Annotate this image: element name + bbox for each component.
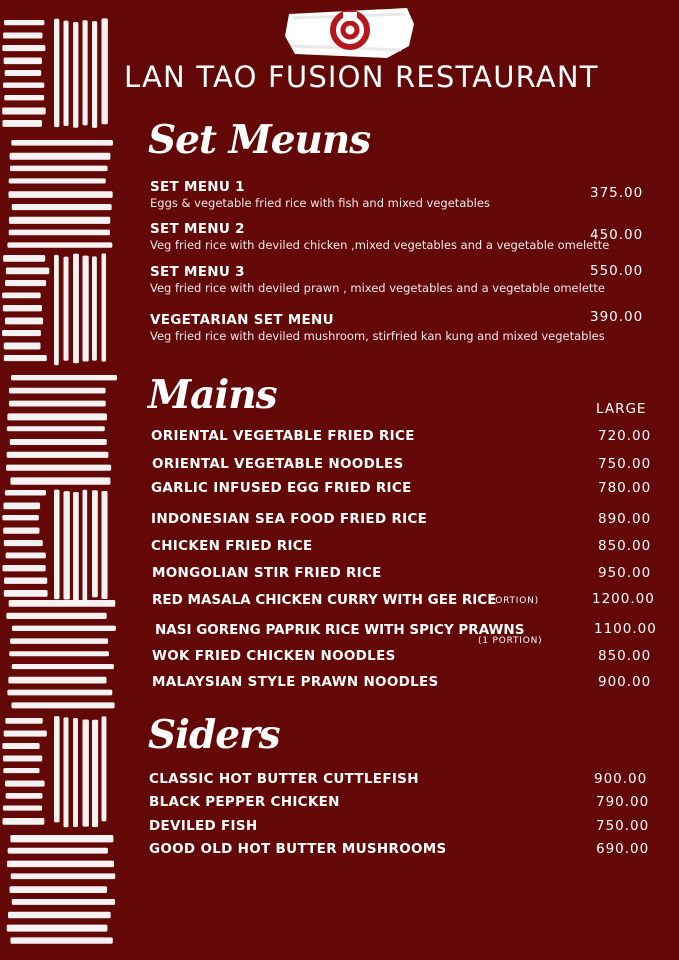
menu-item-name: ORIENTAL VEGETABLE FRIED RICE (151, 428, 415, 444)
menu-item-price: 750.00 (596, 818, 650, 834)
portion-note: (1 PORTION) (478, 636, 543, 646)
spiral-logo-icon (283, 2, 417, 60)
menu-item-name: CHICKEN FRIED RICE (151, 538, 313, 554)
menu-item-name: VEGETARIAN SET MENU (150, 312, 334, 328)
decorative-border (0, 0, 118, 960)
size-label: LARGE (596, 401, 647, 417)
menu-item-price: 720.00 (598, 428, 652, 444)
restaurant-title: LAN TAO FUSION RESTAURANT (124, 60, 599, 94)
menu-item-name: RED MASALA CHICKEN CURRY WITH GEE RICE (152, 592, 497, 608)
menu-item-name: SET MENU 3 (150, 264, 245, 280)
menu-item-name: MALAYSIAN STYLE PRAWN NOODLES (152, 674, 439, 690)
menu-item-price: 900.00 (594, 771, 648, 787)
menu-item-description: Veg fried rice with deviled chicken ,mixed vegetables and a vegetable omelette (150, 238, 610, 252)
menu-item-name: GOOD OLD HOT BUTTER MUSHROOMS (149, 841, 447, 857)
mains-heading: Mains (148, 372, 277, 418)
menu-item-name: SET MENU 1 (150, 179, 245, 195)
menu-item-name: INDONESIAN SEA FOOD FRIED RICE (151, 511, 428, 527)
menu-item-price: 750.00 (598, 456, 652, 472)
menu-item-name: CLASSIC HOT BUTTER CUTTLEFISH (149, 771, 419, 787)
menu-item-name: GARLIC INFUSED EGG FRIED RICE (151, 480, 412, 496)
menu-item-name: ORIENTAL VEGETABLE NOODLES (152, 456, 404, 472)
menu-item-name: MONGOLIAN STIR FRIED RICE (152, 565, 382, 581)
menu-item-description: Veg fried rice with deviled prawn , mixed vegetables and a vegetable omelette (150, 281, 605, 295)
menu-item-price: 390.00 (590, 309, 644, 325)
menu-item-price: 900.00 (598, 674, 652, 690)
menu-item-description: Veg fried rice with deviled mushroom, stirfried kan kung and mixed vegetables (150, 329, 605, 343)
menu-item-name: SET MENU 2 (150, 221, 245, 237)
menu-item-price: 450.00 (590, 227, 644, 243)
menu-item-description: Eggs & vegetable fried rice with fish and mixed vegetables (150, 196, 490, 210)
set-menus-heading: Set Meuns (148, 117, 371, 163)
menu-item-name: WOK FRIED CHICKEN NOODLES (152, 648, 396, 664)
menu-item-price: 1100.00 (594, 621, 657, 637)
menu-item-price: 690.00 (596, 841, 650, 857)
menu-item-price: 780.00 (598, 480, 652, 496)
siders-heading: Siders (148, 712, 280, 758)
menu-item-name: BLACK PEPPER CHICKEN (149, 794, 340, 810)
menu-item-price: 1200.00 (592, 591, 655, 607)
menu-item-price: 375.00 (590, 185, 644, 201)
portion-note: PORTION) (489, 596, 539, 606)
menu-item-name: NASI GORENG PAPRIK RICE WITH SPICY PRAWNS (155, 622, 525, 638)
menu-item-price: 890.00 (598, 511, 652, 527)
menu-item-price: 850.00 (598, 648, 652, 664)
menu-item-price: 790.00 (596, 794, 650, 810)
menu-item-price: 550.00 (590, 263, 644, 279)
menu-item-price: 950.00 (598, 565, 652, 581)
menu-item-price: 850.00 (598, 538, 652, 554)
menu-item-name: DEVILED FISH (149, 818, 258, 834)
